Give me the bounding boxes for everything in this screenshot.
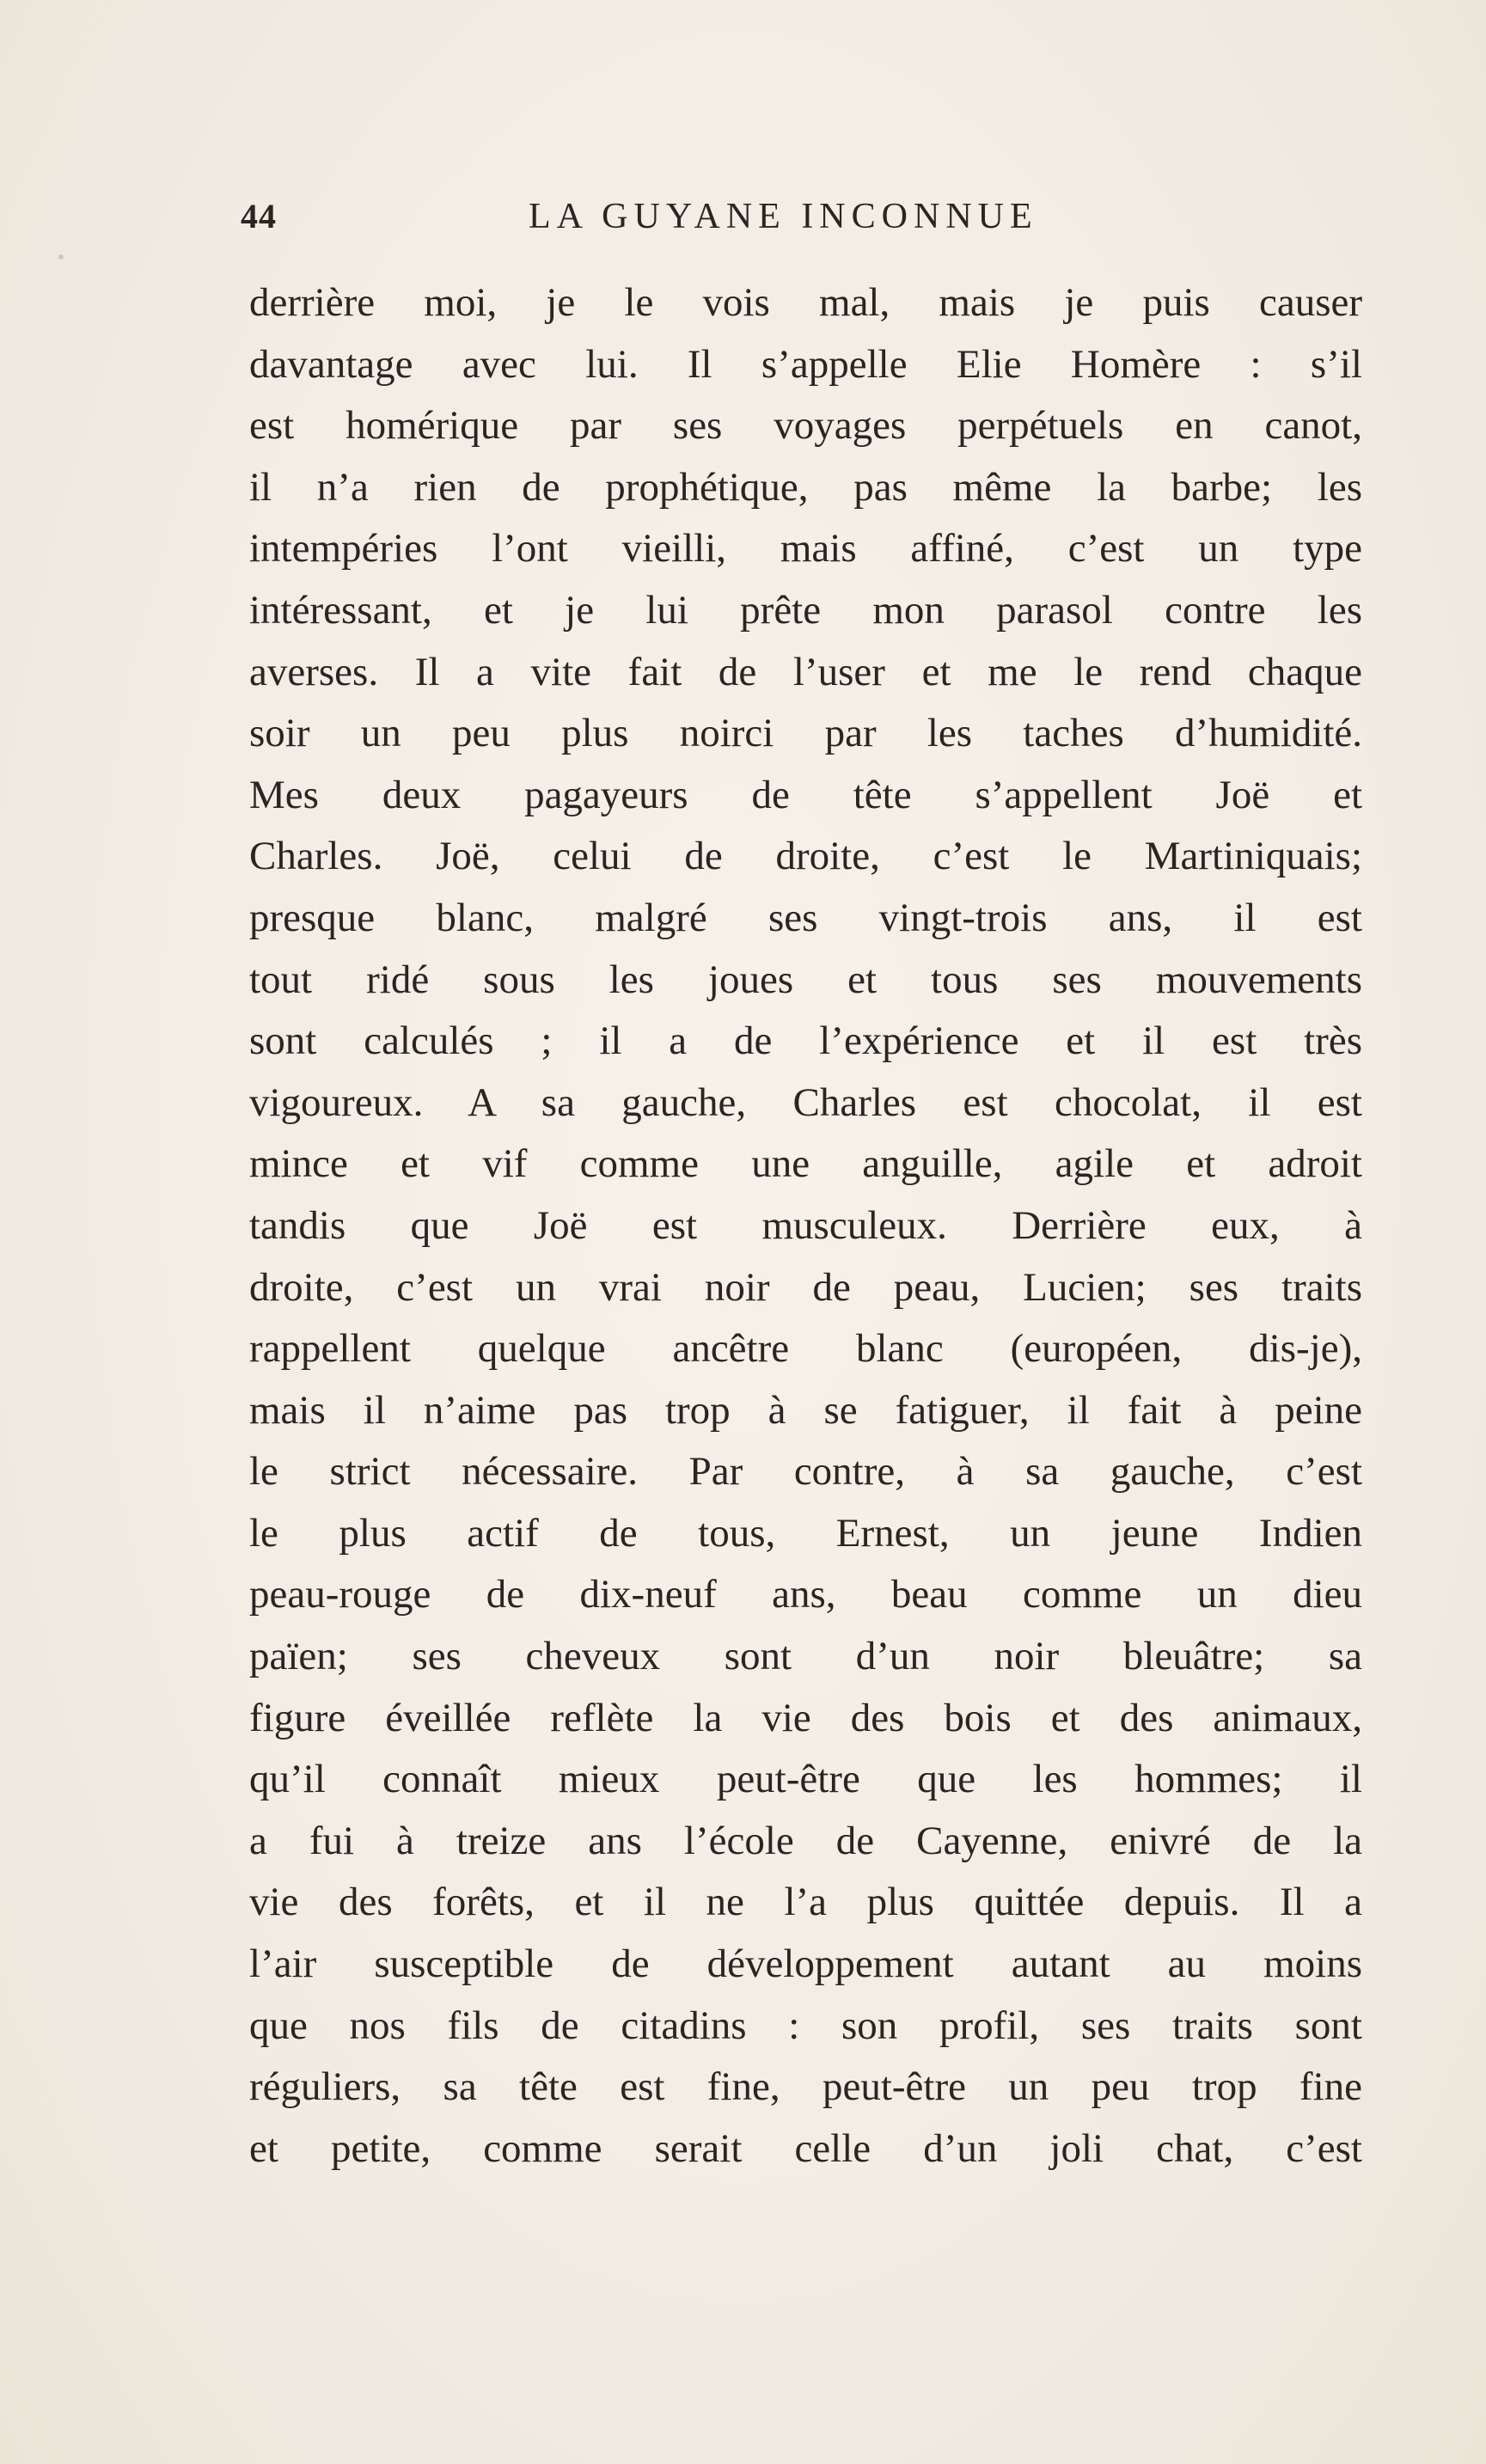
paper-speck: [58, 254, 64, 260]
text-line: mais il n’aime pas trop à se fatiguer, il fait à peine: [249, 1387, 1362, 1433]
text-line: soir un peu plus noirci par les taches d’humidité.: [249, 711, 1362, 756]
body-text: [249, 272, 1362, 2180]
text-line: vigoureux. A sa gauche, Charles est chocolat, il est: [249, 1079, 1362, 1125]
text-line: le plus actif de tous, Ernest, un jeune Indien: [249, 1510, 1362, 1556]
text-line: et petite, comme serait celle d’un joli chat, c’est: [249, 2125, 1362, 2171]
text-line: a fui à treize ans l’école de Cayenne, enivré de la: [249, 1818, 1362, 1863]
text-line: vie des forêts, et il ne l’a plus quittée depuis. Il a: [249, 1880, 1362, 1925]
page-number: 44: [241, 197, 277, 235]
running-title: LA GUYANE INCONNUE: [529, 197, 1038, 236]
text-line: davantage avec lui. Il s’appelle Elie Homère : s’il: [249, 341, 1362, 387]
text-line: Charles. Joë, celui de droite, c’est le Martiniquais;: [249, 834, 1362, 879]
text-line: derrière moi, je le vois mal, mais je puis causer: [249, 280, 1362, 325]
text-line: est homérique par ses voyages perpétuels en canot,: [249, 403, 1362, 449]
text-line: que nos fils de citadins : son profil, ses traits sont: [249, 2002, 1362, 2048]
text-line: figure éveillée reflète la vie des bois et des animaux,: [249, 1695, 1362, 1740]
text-line: mince et vif comme une anguille, agile et adroit: [249, 1141, 1362, 1187]
text-line: réguliers, sa tête est fine, peut-être un peu trop fine: [249, 2064, 1362, 2110]
text-line: l’air susceptible de développement autant au moins: [249, 1941, 1362, 1987]
text-line: rappellent quelque ancêtre blanc (européen, dis-je),: [249, 1326, 1362, 1372]
text-line: il n’a rien de prophétique, pas même la barbe; les: [249, 464, 1362, 510]
text-line: le strict nécessaire. Par contre, à sa gauche, c’est: [249, 1449, 1362, 1495]
text-line: intempéries l’ont vieilli, mais affiné, c’est un type: [249, 526, 1362, 572]
text-line: peau-rouge de dix-neuf ans, beau comme un dieu: [249, 1572, 1362, 1617]
text-line: tandis que Joë est musculeux. Derrière eux, à: [249, 1202, 1362, 1248]
text-line: tout ridé sous les joues et tous ses mouvements: [249, 957, 1362, 1002]
text-line: averses. Il a vite fait de l’user et me le rend chaque: [249, 649, 1362, 694]
text-line: sont calculés ; il a de l’expérience et il est très: [249, 1018, 1362, 1064]
text-line: païen; ses cheveux sont d’un noir bleuâtre; sa: [249, 1634, 1362, 1679]
text-line: qu’il connaît mieux peut-être que les hommes; il: [249, 1757, 1362, 1802]
text-line: droite, c’est un vrai noir de peau, Lucien; ses traits: [249, 1264, 1362, 1310]
text-line: intéressant, et je lui prête mon parasol contre les: [249, 587, 1362, 633]
page-header: [241, 196, 1358, 248]
text-line: presque blanc, malgré ses vingt-trois ans, il est: [249, 895, 1362, 940]
text-line: Mes deux pagayeurs de tête s’appellent Joë et: [249, 772, 1362, 817]
